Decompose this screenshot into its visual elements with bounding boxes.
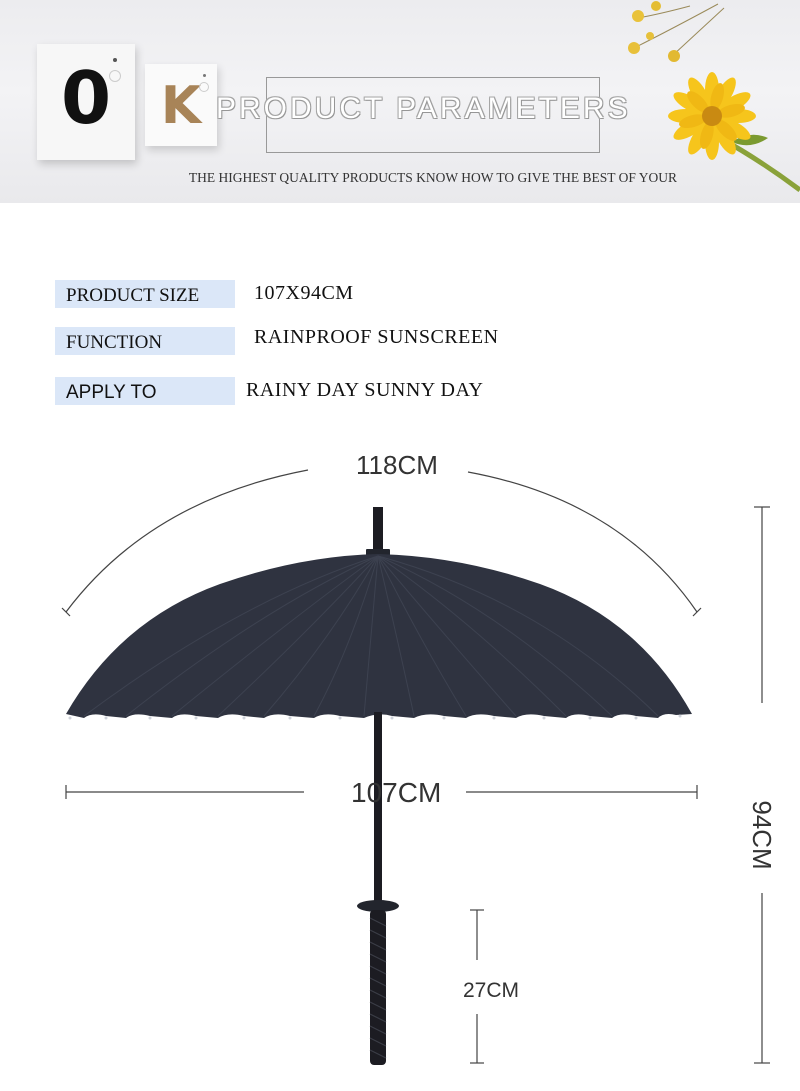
param-value-apply-to: RAINY DAY SUNNY DAY [246, 379, 484, 401]
card-o-circle [109, 70, 121, 82]
letter-card-k [145, 64, 217, 146]
banner-title: PRODUCT PARAMETERS [216, 92, 631, 125]
card-k-dot [203, 74, 206, 77]
card-o-letter: 0 [60, 56, 112, 140]
card-o-dot [113, 58, 117, 62]
umbrella-drawing [0, 420, 800, 1091]
umbrella-dimension-diagram [0, 420, 800, 1091]
param-value-function: RAINPROOF SUNSCREEN [254, 326, 499, 348]
header-banner [0, 0, 800, 203]
arc-length-label: 118CM [356, 450, 438, 480]
umbrella-canopy [66, 554, 692, 720]
param-label-text: APPLY TO [66, 382, 157, 403]
handle-length-label: 27CM [463, 979, 520, 1002]
param-label-function [55, 327, 235, 355]
diameter-label: 107CM [351, 777, 442, 808]
height-dimension-line [754, 507, 770, 1063]
card-k-circle [199, 82, 209, 92]
param-value-product-size: 107X94CM [254, 282, 354, 304]
param-label-text: PRODUCT SIZE [66, 285, 200, 306]
sunflower [668, 72, 756, 160]
height-label: 94CM [747, 800, 777, 870]
card-k-letter: K [160, 76, 202, 136]
umbrella-handle [370, 910, 386, 1065]
param-label-apply-to [55, 377, 235, 405]
param-label-product-size [55, 280, 235, 308]
banner-subtitle: THE HIGHEST QUALITY PRODUCTS KNOW HOW TO GIVE THE BEST OF YOUR [188, 170, 678, 185]
flower-buds [628, 1, 724, 62]
letter-card-o [37, 44, 135, 160]
sunflower-decoration [600, 0, 800, 203]
param-label-text: FUNCTION [66, 332, 163, 353]
umbrella-tip [373, 507, 383, 553]
